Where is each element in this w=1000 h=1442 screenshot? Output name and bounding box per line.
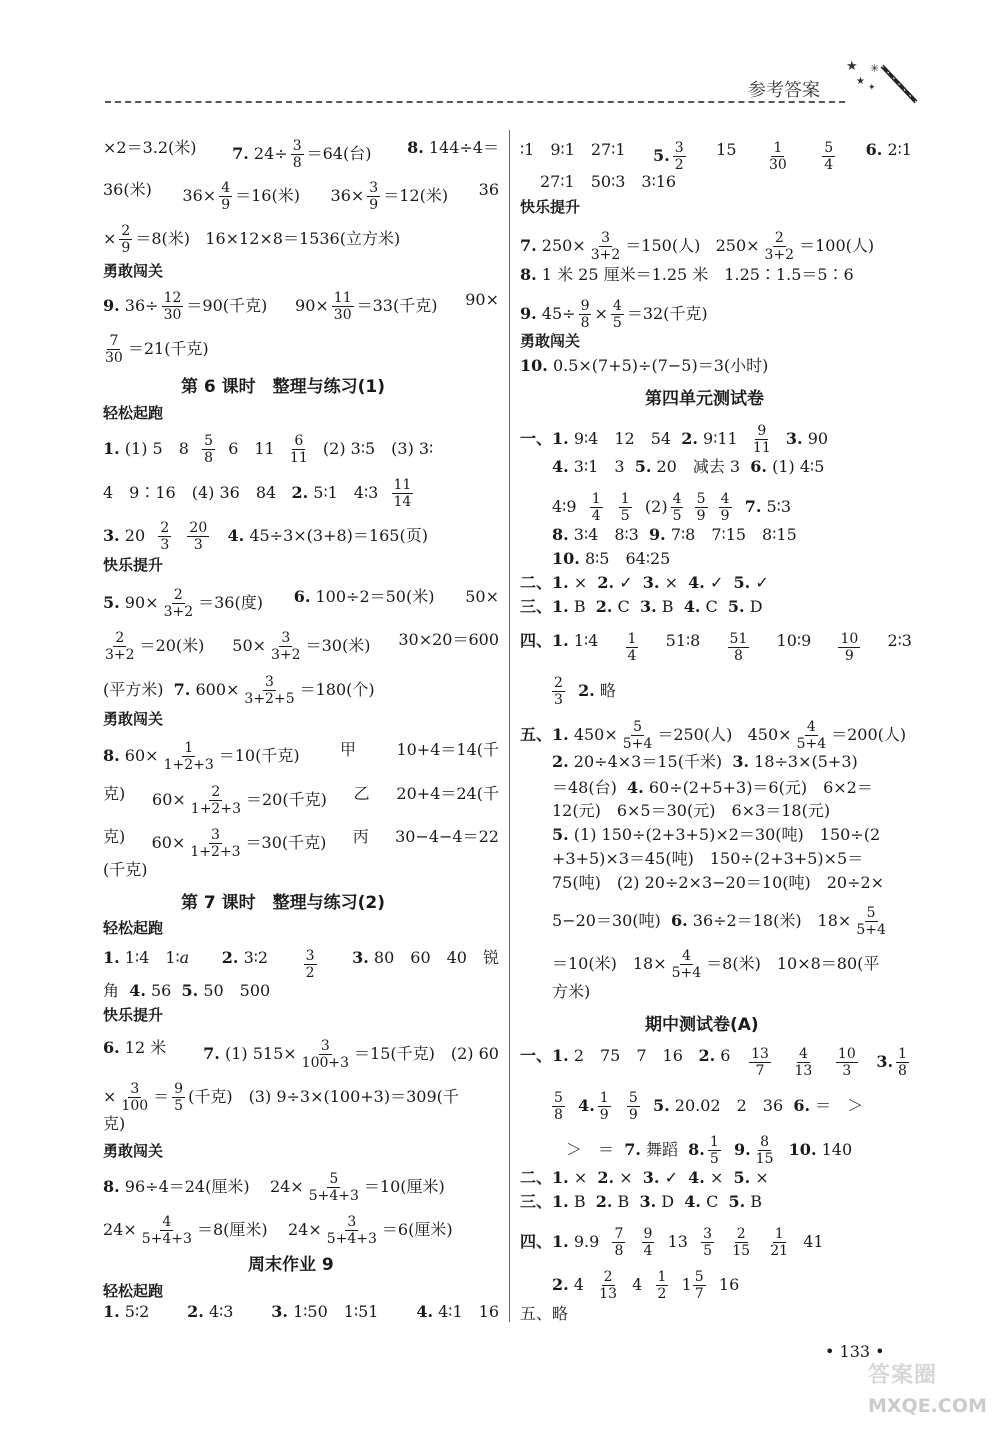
answer-line: +3+5)×3＝45(吨) 150÷(2+3+5)×5＝	[552, 849, 864, 868]
answer-line: (千克)	[103, 860, 148, 879]
fraction: $\frac{5}{5+4}$	[856, 905, 886, 938]
fraction: $\frac{1}{21}$	[770, 1226, 789, 1259]
fraction: $\frac{4}{9}$	[720, 491, 730, 524]
fraction: $\frac{1}{2}$	[657, 1269, 667, 1302]
answer-line: 克)	[103, 1114, 126, 1133]
answer-line: 12(元) 6×5＝30(元) 6×3＝18(元)	[552, 801, 831, 820]
fraction: $\frac{2}{3}$	[160, 520, 170, 553]
fraction: $\frac{3}{100+3}$	[301, 1038, 350, 1071]
answer-line: 10. 8∶5 64∶25	[552, 549, 671, 568]
fraction: $\frac{4}{9}$	[221, 180, 231, 213]
answer-line: 7. 250× $\frac{3}{3+2}$ ＝150(人) 250× $\frac{2}{3+2}$ ＝100(人)	[520, 230, 875, 263]
fraction: $\frac{5}{9}$	[628, 1090, 638, 1123]
answer-line: 36(米) 36× $\frac{4}{9}$ ＝16(米) 36× $\frac{3}{9}$ ＝12(米) 36	[103, 180, 499, 213]
fraction: $\frac{12}{30}$	[163, 290, 182, 323]
fraction: $\frac{2}{3+2}$	[105, 630, 135, 663]
subsection-heading: 勇敢闯关	[103, 1142, 164, 1160]
answer-line: 三、1. B 2. B 3. D 4. C 5. B	[520, 1192, 763, 1211]
answer-line: 4. 3∶1 3 5. 20 减去 3 6. (1) 4∶5	[552, 457, 825, 476]
fraction: $\frac{5}{4}$	[824, 140, 834, 173]
answer-line: × $\frac{2}{9}$ ＝8(米) 16×12×8＝1536(立方米)	[103, 223, 401, 256]
fraction: $\frac{8}{15}$	[755, 1134, 774, 1167]
fraction: $\frac{1}{1+2+3}$	[163, 740, 214, 773]
answer-line: 4∶9 $\frac{1}{4}$ $\frac{1}{5}$ (2) $\frac{4}{5}$ $\frac{5}{9}$ $\frac{4}{9}$ 7. 5∶3	[552, 491, 792, 524]
fraction: $\frac{3}{3+2}$	[271, 630, 301, 663]
subsection-heading: 快乐提升	[103, 1006, 164, 1024]
answer-line: 4 9∶16 (4) 36 84 2. 5∶1 4∶3 $\frac{11}{14}$	[103, 477, 412, 510]
fraction: $\frac{7}{8}$	[614, 1226, 624, 1259]
section-title: 第 7 课时 整理与练习(2)	[181, 893, 386, 913]
fraction: $\frac{10}{9}$	[840, 631, 859, 664]
fraction: $\frac{5}{7}$	[694, 1269, 704, 1302]
svg-text:★: ★	[846, 59, 858, 74]
subsection-heading: 快乐提升	[103, 556, 164, 574]
section-title: 周末作业 9	[248, 1255, 334, 1275]
answer-line: 方米)	[552, 982, 591, 1001]
answer-line: 8. 96÷4＝24(厘米) 24× $\frac{5}{5+4+3}$ ＝10(厘米)	[103, 1171, 445, 1204]
answer-line: 一、1. 9∶4 12 54 2. 9∶11 $\frac{9}{11}$ 3. 90	[520, 423, 829, 456]
answer-line: 1. 1∶4 1∶a 2. 3∶2 $\frac{3}{2}$ 3. 80 60 40 锐	[103, 948, 499, 981]
answer-line: 8. 3∶4 8∶3 9. 7∶8 7∶15 8∶15	[552, 525, 797, 544]
fraction: $\frac{4}{5+4}$	[671, 948, 702, 981]
answer-line: 二、1. × 2. ✓ 3. × 4. ✓ 5. ✓	[520, 573, 769, 592]
answer-line: 2. 20÷4×3＝15(千米) 3. 18÷3×(5+3)	[552, 752, 858, 771]
fraction: $\frac{2}{13}$	[599, 1269, 617, 1302]
answer-line: $\frac{7}{30}$ ＝21(千克)	[105, 333, 209, 366]
fraction: $\frac{9}{8}$	[580, 298, 590, 331]
answer-line: 四、1. 9.9 $\frac{7}{8}$ $\frac{9}{4}$ 13 $\frac{3}{5}$ $\frac{2}{15}$ $\frac{1}{21}$ 41	[520, 1226, 824, 1259]
answer-line: 一、1. 2 75 7 16 2. 6 $\frac{13}{7}$ $\frac{4}{13}$ $\frac{10}{3}$ 3. $\frac{1}{8}$	[520, 1046, 907, 1079]
section-title: 第四单元测试卷	[645, 389, 764, 409]
fraction: $\frac{2}{1+2+3}$	[190, 784, 241, 817]
fraction: $\frac{5}{9}$	[696, 491, 706, 524]
answer-line: × $\frac{3}{100}$ ＝ $\frac{9}{5}$ (千克) (3) 9÷3×(100+3)＝309(千	[103, 1081, 459, 1114]
answer-line: 5. 90× $\frac{2}{3+2}$ ＝36(度) 6. 100÷2＝50(米) 50×	[103, 587, 499, 620]
fraction: $\frac{4}{5+4}$	[796, 719, 827, 752]
fraction: $\frac{3}{1+2+3}$	[190, 827, 241, 860]
fraction: $\frac{6}{11}$	[289, 433, 308, 466]
answer-line: (平方米) 7. 600× $\frac{3}{3+2+5}$ ＝180(个)	[103, 674, 375, 707]
answer-line: 9. 45÷ $\frac{9}{8}$ × $\frac{4}{5}$ ＝32(千克)	[520, 298, 708, 331]
fraction: $\frac{7}{30}$	[105, 333, 123, 366]
answer-line: ＞ ＝ 7. 舞蹈 8. $\frac{1}{5}$ 9. $\frac{8}{15}$ 10. 140	[566, 1134, 853, 1167]
answer-line: $\frac{5}{8}$ 4. $\frac{1}{9}$ $\frac{5}{9}$ 5. 20.02 2 36 6. ＝ ＞	[554, 1090, 864, 1123]
fraction: $\frac{1}{9}$	[599, 1090, 609, 1123]
magic-wand-icon	[838, 50, 920, 110]
header-divider	[105, 101, 845, 103]
answer-line: $\frac{2}{3}$ 2. 略	[554, 675, 616, 708]
fraction: $\frac{3}{2}$	[674, 140, 684, 173]
answer-line: 6. 12 米 7. (1) 515× $\frac{3}{100+3}$ ＝15(千克) (2) 60	[103, 1038, 499, 1071]
answer-line: 三、1. B 2. C 3. B 4. C 5. D	[520, 597, 763, 616]
svg-text:★: ★	[856, 76, 865, 87]
fraction: $\frac{4}{5+4+3}$	[141, 1214, 192, 1247]
answer-line: 四、1. 1∶4 $\frac{1}{4}$ 51∶8 $\frac{51}{8}$ 10∶9 $\frac{10}{9}$ 2∶3	[520, 631, 912, 664]
fraction: $\frac{10}{3}$	[837, 1046, 856, 1079]
answer-line: 27∶1 50∶3 3∶16	[540, 172, 677, 191]
section-title: 期中测试卷(A)	[645, 1015, 759, 1035]
fraction: $\frac{4}{5}$	[672, 491, 682, 524]
answer-line: 9. 36÷ $\frac{12}{30}$ ＝90(千克) 90× $\frac{11}{30}$ ＝33(千克) 90×	[103, 290, 499, 323]
fraction: $\frac{5}{5+4+3}$	[308, 1171, 359, 1204]
answer-line: 1. (1) 5 8 $\frac{5}{8}$ 6 11 $\frac{6}{11}$ (2) 3∶5 (3) 3∶	[103, 433, 434, 466]
subsection-heading: 勇敢闯关	[103, 262, 164, 280]
fraction: $\frac{11}{30}$	[333, 290, 352, 323]
svg-text:✳: ✳	[870, 62, 880, 75]
fraction: $\frac{3}{9}$	[369, 180, 379, 213]
watermark-logo: 答案圈 MXQE.COM	[868, 1363, 987, 1417]
fraction: $\frac{20}{3}$	[189, 520, 208, 553]
answer-line: 2. 4 $\frac{2}{13}$ 4 $\frac{1}{2}$ 1 $\frac{5}{7}$ 16	[552, 1269, 740, 1302]
answer-line: 75(吨) (2) 20÷2×3−20＝10(吨) 20÷2×	[552, 873, 885, 892]
subsection-heading: 轻松起跑	[103, 919, 164, 937]
fraction: $\frac{1}{4}$	[591, 491, 601, 524]
fraction: $\frac{3}{3+2}$	[590, 230, 621, 263]
fraction: $\frac{1}{30}$	[768, 140, 787, 173]
fraction: $\frac{3}{100}$	[121, 1081, 149, 1114]
fraction: $\frac{4}{13}$	[794, 1046, 813, 1079]
fraction: $\frac{2}{3}$	[554, 675, 563, 708]
fraction: $\frac{5}{8}$	[204, 433, 214, 466]
subsection-heading: 勇敢闯关	[520, 332, 581, 350]
fraction: $\frac{5}{5+4}$	[622, 719, 653, 752]
answer-line: 8. 60× $\frac{1}{1+2+3}$ ＝10(千克) 甲 10+4＝14(千	[103, 740, 499, 773]
answer-line: 8. 1 米 25 厘米＝1.25 米 1.25∶1.5＝5∶6	[520, 265, 854, 284]
svg-text:✦: ✦	[868, 83, 876, 93]
answer-line: 克) 60× $\frac{3}{1+2+3}$ ＝30(千克) 丙 30−4−4＝22	[103, 827, 499, 860]
fraction: $\frac{3}{5+4+3}$	[326, 1214, 377, 1247]
fraction: $\frac{3}{5}$	[703, 1226, 713, 1259]
answer-line: 角 4. 56 5. 50 500	[103, 981, 271, 1000]
answer-line: 5. (1) 150÷(2+3+5)×2＝30(吨) 150÷(2	[552, 825, 881, 844]
fraction: $\frac{11}{14}$	[393, 477, 412, 510]
answer-line: 五、略	[520, 1304, 569, 1323]
subsection-heading: 轻松起跑	[103, 1282, 164, 1300]
answer-line: 3. 20 $\frac{2}{3}$ $\frac{20}{3}$ 4. 45÷3×(3+8)＝165(页)	[103, 520, 428, 553]
column-divider	[509, 130, 510, 1322]
subsection-heading: 快乐提升	[520, 198, 581, 216]
fraction: $\frac{2}{3+2}$	[764, 230, 795, 263]
answer-line: 5−20＝30(吨) 6. 36÷2＝18(米) 18× $\frac{5}{5+4}$	[552, 905, 886, 938]
answer-line: 1. 5∶2 2. 4∶3 3. 1∶50 1∶51 4. 4∶1 16	[103, 1302, 499, 1321]
fraction: $\frac{1}{5}$	[709, 1134, 719, 1167]
answer-line: ∶1 9∶1 27∶1 5. $\frac{3}{2}$ 15 $\frac{1}{30}$ $\frac{5}{4}$ 6. 2∶1	[520, 140, 912, 173]
answer-line: 二、1. × 2. × 3. ✓ 4. × 5. ×	[520, 1168, 769, 1187]
answer-line: $\frac{2}{3+2}$ ＝20(米) 50× $\frac{3}{3+2}$ ＝30(米) 30×20＝600	[105, 630, 499, 663]
fraction: $\frac{4}{5}$	[612, 298, 622, 331]
header-label: 参考答案	[748, 80, 820, 101]
fraction: $\frac{9}{5}$	[174, 1081, 184, 1114]
fraction: $\frac{2}{9}$	[121, 223, 131, 256]
fraction: $\frac{3}{2}$	[305, 948, 315, 981]
fraction: $\frac{1}{4}$	[627, 631, 637, 664]
fraction: $\frac{9}{11}$	[752, 423, 771, 456]
answer-line: 10. 0.5×(7+5)÷(7−5)＝3(小时)	[520, 356, 769, 375]
fraction: $\frac{9}{4}$	[643, 1226, 653, 1259]
answer-line: ＝10(米) 18× $\frac{4}{5+4}$ ＝8(米) 10×8＝80(平	[552, 948, 880, 981]
answer-line: 克) 60× $\frac{2}{1+2+3}$ ＝20(千克) 乙 20+4＝24(千	[103, 784, 499, 817]
answer-line: ＝48(台) 4. 60÷(2+5+3)＝6(元) 6×2＝	[552, 778, 873, 797]
fraction: $\frac{1}{5}$	[620, 491, 630, 524]
answer-line: 24× $\frac{4}{5+4+3}$ ＝8(厘米) 24× $\frac{3}{5+4+3}$ ＝6(厘米)	[103, 1214, 453, 1247]
fraction: $\frac{3}{3+2+5}$	[244, 674, 295, 707]
answer-line: 五、1. 450× $\frac{5}{5+4}$ ＝250(人) 450× $\frac{4}{5+4}$ ＝200(人)	[520, 719, 907, 752]
fraction: $\frac{13}{7}$	[751, 1046, 769, 1079]
fraction: $\frac{1}{8}$	[898, 1046, 907, 1079]
fraction: $\frac{5}{8}$	[554, 1090, 563, 1123]
answer-line: ×2＝3.2(米) 7. 24÷ $\frac{3}{8}$ ＝64(台) 8. 144÷4＝	[103, 138, 499, 171]
subsection-heading: 勇敢闯关	[103, 710, 164, 728]
fraction: $\frac{2}{3+2}$	[163, 587, 194, 620]
section-title: 第 6 课时 整理与练习(1)	[181, 377, 386, 397]
fraction: $\frac{3}{8}$	[292, 138, 302, 171]
subsection-heading: 轻松起跑	[103, 404, 164, 422]
fraction: $\frac{51}{8}$	[729, 631, 748, 664]
fraction: $\frac{2}{15}$	[732, 1226, 751, 1259]
page-number: • 133 •	[825, 1342, 885, 1361]
